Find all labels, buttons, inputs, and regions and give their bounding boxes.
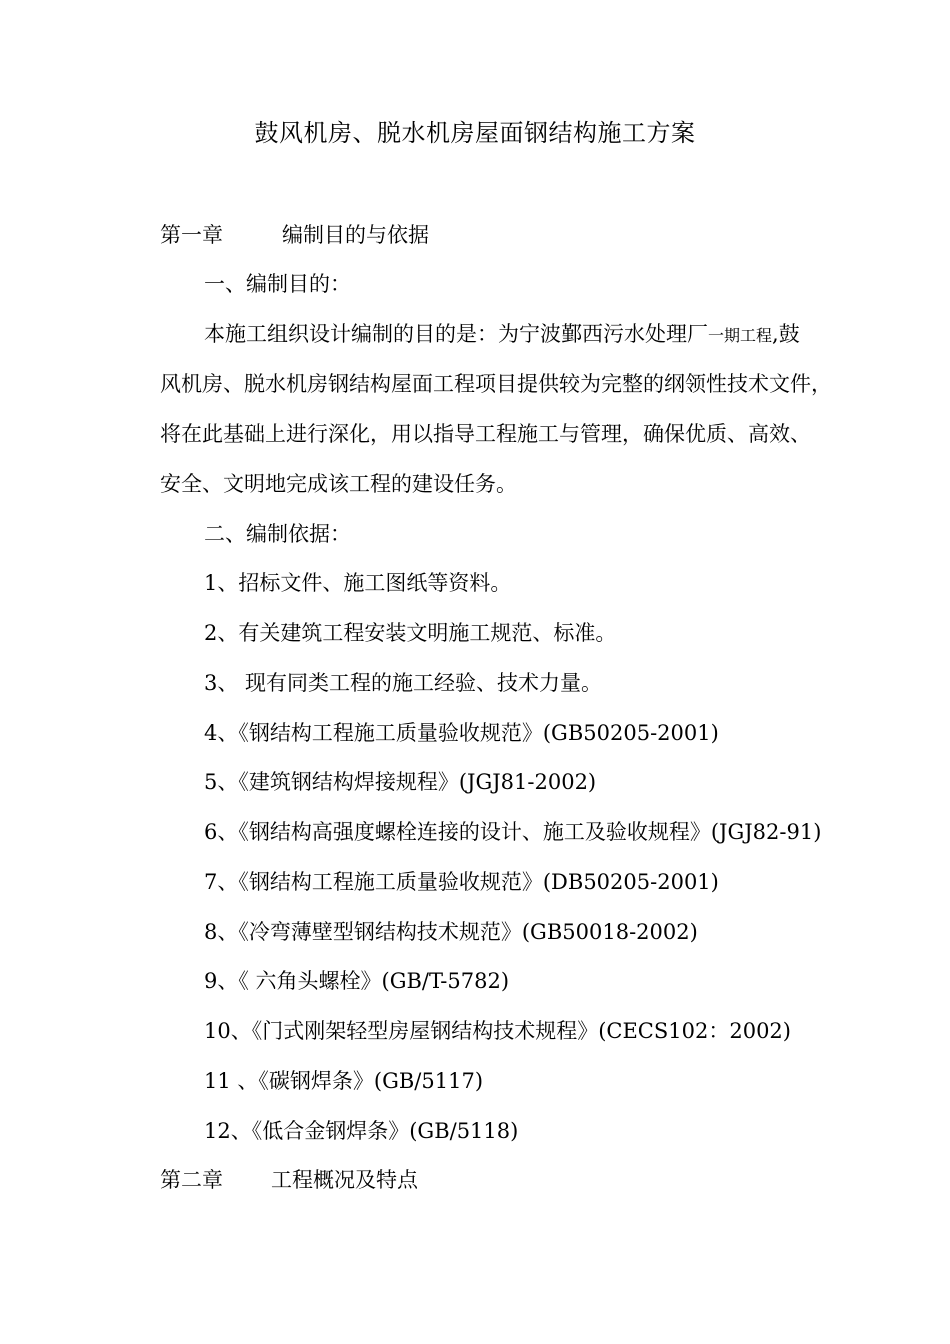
list-item: 12、《低合金钢焊条》(GB/5118) (204, 1119, 519, 1143)
chapter-number: 第二章 (160, 1168, 223, 1192)
section-heading-purpose: 一、编制目的： (204, 272, 351, 296)
list-item: 2、有关建筑工程安装文明施工规范、标准。 (204, 621, 617, 645)
list-item: 11 、《碳钢焊条》(GB/5117) (204, 1069, 484, 1093)
document-title: 鼓风机房、脱水机房屋面钢结构施工方案 (254, 119, 696, 147)
paragraph-line (204, 319, 800, 351)
list-item: 10、《门式刚架轻型房屋钢结构技术规程》(CECS102：2002) (204, 1019, 791, 1043)
list-item: 3、 现有同类工程的施工经验、技术力量。 (204, 671, 603, 695)
chapter-title: 编制目的与依据 (282, 223, 429, 247)
chapter-heading-2 (160, 1165, 418, 1195)
paragraph-text: ,鼓 (772, 322, 800, 346)
paragraph-text: 本施工组织设计编制的目的是：为宁波鄞西污水处理厂 (204, 322, 708, 346)
chapter-number: 第一章 (160, 223, 223, 247)
paragraph-small-text: 一期工程 (708, 326, 773, 345)
paragraph-line: 安全、文明地完成该工程的建设任务。 (160, 472, 517, 496)
chapter-heading-1 (160, 220, 429, 250)
list-item: 4、《钢结构工程施工质量验收规范》(GB50205-2001) (204, 721, 719, 745)
list-item: 1、招标文件、施工图纸等资料。 (204, 571, 512, 595)
list-item: 7、《钢结构工程施工质量验收规范》(DB50205-2001) (204, 870, 719, 894)
paragraph-line: 将在此基础上进行深化，用以指导工程施工与管理，确保优质、高效、 (160, 422, 811, 446)
section-heading-basis: 二、编制依据： (204, 522, 351, 546)
list-item: 5、《建筑钢结构焊接规程》(JGJ81-2002) (204, 770, 597, 794)
list-item: 9、《 六角头螺栓》(GB/T-5782) (204, 969, 510, 993)
list-item: 8、《冷弯薄壁型钢结构技术规范》(GB50018-2002) (204, 920, 698, 944)
chapter-title: 工程概况及特点 (271, 1168, 418, 1192)
paragraph-line: 风机房、脱水机房钢结构屋面工程项目提供较为完整的纲领性技术文件， (160, 372, 832, 396)
list-item: 6、《钢结构高强度螺栓连接的设计、施工及验收规程》(JGJ82-91) (204, 820, 822, 844)
